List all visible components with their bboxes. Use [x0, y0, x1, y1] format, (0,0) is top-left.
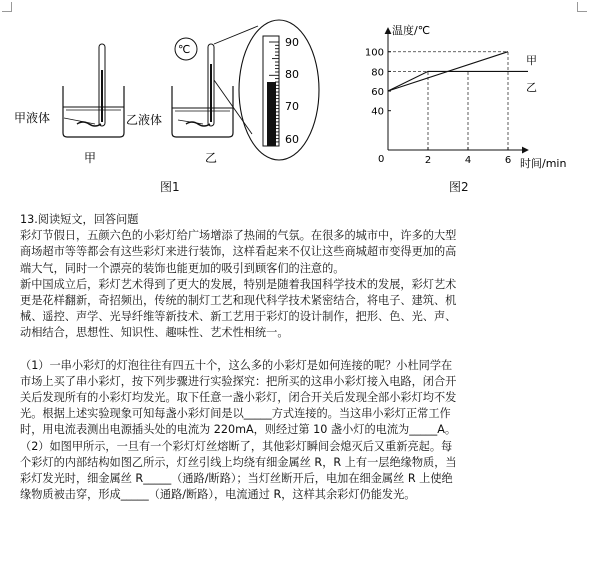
magnify-line-top	[214, 26, 258, 44]
question-line: 彩灯发光时，细金属丝 R_____（通路/断路）；当灯丝断开后，电加在细金属丝 R 上使绝	[20, 472, 453, 486]
scale-label-70: 70	[285, 100, 299, 113]
article-line: 新中国成立后，彩灯艺术得到了更大的发展，特别是随着我国科学技术的发展，彩灯艺术	[20, 277, 457, 291]
question-line: 市场上买了串小彩灯，按下列步骤进行实验探究：把所买的这串小彩灯接入电路，闭合开	[20, 374, 457, 388]
x-tick-label: 2	[424, 155, 432, 166]
article-line: 彩灯节假日，五颜六色的小彩灯给广场增添了热闹的气氛。在很多的城市中，许多的大型	[20, 229, 457, 243]
question-line: 时，用电流表测出电源插头处的电流为 220mA，则经过第 10 盏小灯的电流为_____A。	[20, 423, 457, 437]
article-line: 动相结合，思想性、知识性、趣味性、艺术性相统一。	[20, 326, 289, 340]
y-tick-label: 60	[371, 87, 384, 99]
y-tick-label: 40	[371, 106, 384, 118]
unit-badge: ℃	[178, 43, 191, 56]
series-label-jia: 甲	[526, 54, 537, 67]
y-tick-label: 100	[364, 47, 384, 59]
x-tick-label: 4	[464, 155, 472, 166]
corner-mark-top-right	[577, 2, 587, 12]
question-line: 个彩灯的内部结构如图乙所示，灯丝引线上均绕有细金属丝 R，R 上有一层绝缘物质，当	[20, 455, 457, 469]
scale-label-80: 80	[285, 68, 299, 81]
scale-label-60: 60	[285, 133, 299, 146]
article-line: 商场超市等等都会有这些彩灯来进行装饰，这样看起来不仅让这些商城超市变得更加的高	[20, 245, 457, 259]
scale-label-90: 90	[285, 36, 299, 49]
figure-2-chart	[364, 22, 570, 172]
reading-passage	[20, 212, 580, 503]
chart-guide-lines	[388, 52, 508, 150]
leader-line-b	[178, 120, 203, 124]
beaker-b-liquid-label: 乙液体	[126, 113, 163, 127]
beaker-a	[63, 86, 124, 137]
y-axis-label: 温度/℃	[392, 24, 431, 37]
beaker-a-name: 甲	[84, 151, 97, 165]
question-line: 缘物质被击穿，形成_____（通路/断路），电流通过 R，这样其余彩灯仍能发光。	[20, 488, 416, 502]
thermometer-a	[99, 44, 105, 126]
figure-1-apparatus	[0, 0, 360, 200]
x-axis-label: 时间/min	[520, 157, 567, 170]
paragraph-gap	[20, 342, 580, 358]
question-line: 关后发现所有的小彩灯均发光。取下任意一盏小彩灯，闭合开关后发现全部小彩灯均不发	[20, 391, 457, 405]
article-line: 端大气，同时一个漂亮的装饰也能更加的吸引到顾客们的注意的。	[20, 261, 345, 275]
series-line-yi	[388, 71, 528, 91]
x-tick-label: 6	[504, 155, 512, 166]
chart-ticks	[365, 48, 511, 166]
beaker-b-name: 乙	[205, 151, 218, 165]
article-line: 更是花样翻新，奇招频出，传统的制灯工艺和现代科学技术紧密结合，将电子、建筑、机	[20, 294, 457, 308]
question-line: （2）如图甲所示，一旦有一个彩灯灯丝熔断了，其他彩灯瞬间会熄灭后又重新亮起。每	[20, 439, 453, 453]
question-line: （1）一串小彩灯的灯泡往往有四五十个，这么多的小彩灯是如何连接的呢？小杜同学在	[20, 358, 453, 372]
beaker-a-liquid-label: 甲液体	[14, 111, 51, 125]
series-label-yi: 乙	[526, 81, 537, 94]
figure-1-caption: 图1	[160, 180, 180, 194]
article-line: 械、遥控、声学、光导纤维等新技术、新工艺用于彩灯的设计制作，把形、色、光、声、	[20, 310, 457, 324]
figure-2-caption: 图2	[449, 180, 469, 194]
question-title: 13.阅读短文，回答问题	[20, 213, 139, 226]
thermometer-b	[208, 44, 214, 126]
y-tick-label: 80	[371, 67, 384, 79]
question-line: 光。根据上述实验现象可知每盏小彩灯间是以_____方式连接的。当这串小彩灯正常工作	[20, 407, 451, 421]
origin-label: 0	[378, 154, 385, 165]
